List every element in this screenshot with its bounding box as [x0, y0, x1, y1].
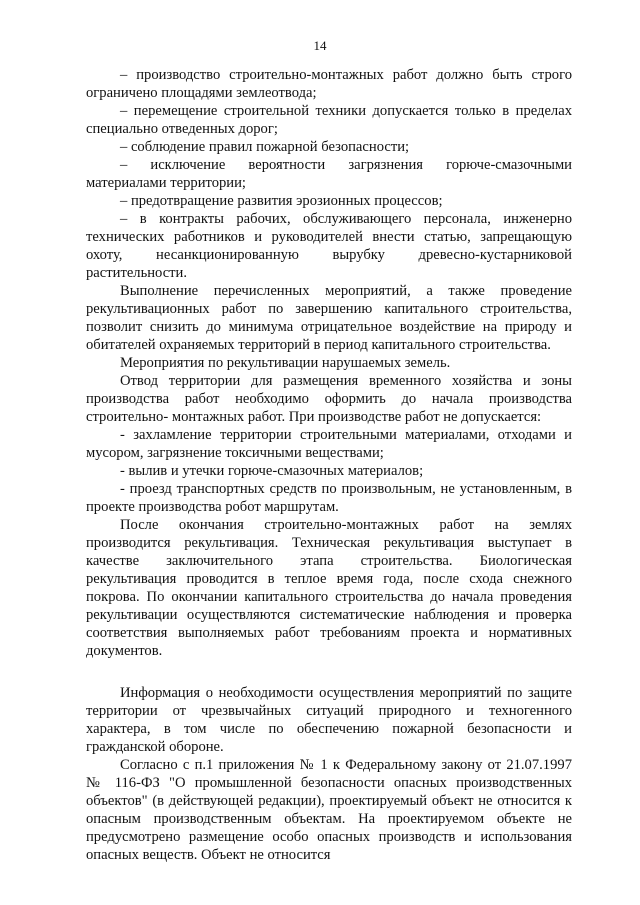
bullet-item: – исключение вероятности загрязнения горюче-смазочными материалами территории; — [86, 157, 572, 191]
body-paragraph: После окончания строительно-монтажных работ на землях производится рекультивация. Техническая рекультивация выступает в качестве заключительного этапа строительства. Биологическая рекультивация проводится в теплое время года, после схода снежного покрова. По окончании капитального строительства до начала проведения рекультивации осуществляются систематические наблюдения и проверка соответствия выполняемых работ требованиям проекта и нормативных документов. — [86, 517, 572, 659]
bullet-item: - проезд транспортных средств по произвольным, не установленным, в проекте производства робот маршрутам. — [86, 481, 572, 515]
body-paragraph: Выполнение перечисленных мероприятий, а также проведение рекультивационных работ по завершению капитального строительства, позволит снизить до минимума отрицательное воздействие на природу и обитателей охраняемых территорий в период капитального строительства. — [86, 283, 572, 353]
body-paragraph: Согласно с п.1 приложения № 1 к Федеральному закону от 21.07.1997 № 116-ФЗ "О промышленной безопасности опасных производственных объектов" (в действующей редакции), проектируемый объект не относится к опасным производственным объектам. На проектируемом объекте не предусмотрено размещение особо опасных производств и использования опасных веществ. Объект не относится — [86, 757, 572, 863]
bullet-item: – соблюдение правил пожарной безопасности; — [120, 139, 410, 155]
paragraph-gap — [86, 660, 572, 684]
bullet-item: – производство строительно-монтажных работ должно быть строго ограничено площадями землеотвода; — [86, 67, 572, 101]
bullet-item: - вылив и утечки горюче-смазочных материалов; — [120, 463, 424, 479]
bullet-item: - захламление территории строительными материалами, отходами и мусором, загрязнение токсичными веществами; — [86, 427, 572, 461]
bullet-item: – в контракты рабочих, обслуживающего персонала, инженерно технических работников и руководителей внести статью, запрещающую охоту, несанкционированную вырубку древесно-кустарниковой растительности. — [86, 211, 572, 281]
bullet-item: – перемещение строительной техники допускается только в пределах специально отведенных дорог; — [86, 103, 572, 137]
document-body — [86, 66, 572, 864]
section-heading: Информация о необходимости осуществления мероприятий по защите территории от чрезвычайных ситуаций природного и техногенного характера, в том числе по обеспечению пожарной безопасности и гражданской обороне. — [86, 685, 572, 755]
page-number: 14 — [313, 38, 327, 53]
section-heading: Мероприятия по рекультивации нарушаемых земель. — [120, 355, 451, 371]
bullet-item: – предотвращение развития эрозионных процессов; — [120, 193, 443, 209]
body-paragraph: Отвод территории для размещения временного хозяйства и зоны производства работ необходимо оформить до начала производства строительно- монтажных работ. При производстве работ не допускается: — [86, 373, 572, 425]
